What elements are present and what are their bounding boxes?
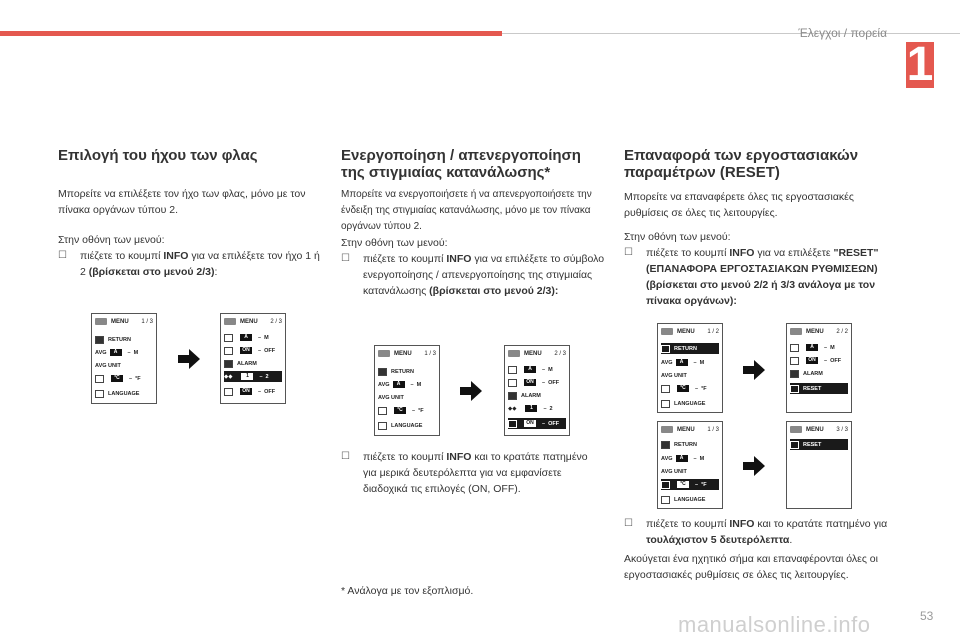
watermark-url: manualsonline.info <box>678 612 871 637</box>
menu-screen-3-3: MENU 3 / 3 RESET <box>786 421 852 509</box>
bullet-icon: ☐ <box>624 518 633 529</box>
bullet-icon: ☐ <box>341 253 350 264</box>
arrow-right-icon <box>460 381 482 401</box>
col3-step-1: ☐ πιέζετε το κουμπί INFO για να επιλέξετε "RESET" (ΕΠΑΝΑΦΟΡΑ ΕΡΓΟΣΤΑΣΙΑΚΩΝ ΡΥΘΜΙΣΕΩΝ) (βρίσκεται στο μενού 2/2 ή 3/3 ανάλογα με τον πίνακα οργάνων): <box>624 247 879 307</box>
col1-step-1: ☐ πιέζετε το κουμπί INFO για να επιλέξετε τον ήχο 1 ή 2 (βρίσκεται στο μενού 2/3): <box>58 250 320 278</box>
column-instant-consumption <box>341 147 606 299</box>
menu-screen-1-3: MENU 1 / 3 RETURN AVG A – M AVG UNIT °C – °F LANGUAGE <box>657 421 723 509</box>
page-number: 53 <box>920 609 934 623</box>
bullet-icon: ☐ <box>624 247 633 258</box>
section-title: Έλεγχοι / πορεία <box>798 26 887 40</box>
menu-screen-2-2: MENU 2 / 2 A – M ON – OFF ALARM RESET <box>786 323 852 413</box>
arrow-right-icon <box>743 360 765 380</box>
arrow-right-icon <box>178 349 200 369</box>
col1-title: Επιλογή του ήχου των φλας <box>58 147 258 164</box>
menu-screen-2-3: MENU 2 / 3 A – M ON – OFF ALARM ◆◆ 1 – 2 ON – OFF <box>220 313 286 404</box>
col1-intro: Μπορείτε να επιλέξετε τον ήχο των φλας, μόνο με τον πίνακα οργάνων τύπου 2. <box>58 188 306 216</box>
column-turn-signal-sound <box>58 147 320 280</box>
col2-footnote: * Ανάλογα με τον εξοπλισμό. <box>341 585 474 597</box>
bullet-icon: ☐ <box>58 250 67 261</box>
menu-screen-1-3: MENU 1 / 3 RETURN AVG A – M AVG UNIT °C – °F LANGUAGE <box>91 313 157 404</box>
col2-step-1: ☐ πιέζετε το κουμπί INFO για να επιλέξετε το σύμβολο ενεργοποίησης / απενεργοποίησης της στιγμιαίας κατανάλωσης (βρίσκεται στο μενού 2/3): <box>341 253 605 297</box>
arrow-right-icon <box>743 456 765 476</box>
col2-intro: Μπορείτε να ενεργοποιήσετε ή να απενεργοποιήσετε την ένδειξη της στιγμιαίας κατανάλωσης, μόνο με τον πίνακα οργάνων τύπου 2. <box>341 189 592 232</box>
header-accent-bar <box>0 31 502 36</box>
column-reset <box>624 147 894 309</box>
header-rule <box>502 33 960 34</box>
col3-step-2: ☐ πιέζετε το κουμπί INFO και το κρατάτε πατημένο για τουλάχιστον 5 δευτερόλεπτα. <box>624 518 888 546</box>
col1-menu-label: Στην οθόνη των μενού: <box>58 234 165 246</box>
col3-intro: Μπορείτε να επαναφέρετε όλες τις εργοστασιακές ρυθμίσεις σε όλες τις λειτουργίες. <box>624 191 854 219</box>
menu-screen-2-3: MENU 2 / 3 A – M ON – OFF ALARM ◆◆ 1 – 2 ON – OFF <box>504 345 570 436</box>
col2-title: Ενεργοποίηση / απενεργοποίηση της στιγμιαίας κατανάλωσης* <box>341 147 581 181</box>
menu-screen-1-2: MENU 1 / 2 RETURN AVG A – M AVG UNIT °C – °F LANGUAGE <box>657 323 723 413</box>
chapter-number: 1 <box>906 38 934 91</box>
bullet-icon: ☐ <box>341 451 350 462</box>
col2-step-2: ☐ πιέζετε το κουμπί INFO και το κρατάτε πατημένο για μερικά δευτερόλεπτα για να εμφανίσετε διαδοχικά τις επιλογές (ON, OFF). <box>341 451 588 495</box>
col2-menu-label: Στην οθόνη των μενού: <box>341 237 448 249</box>
col3-menu-label: Στην οθόνη των μενού: <box>624 231 731 243</box>
col3-result: Ακούγεται ένα ηχητικό σήμα και επαναφέρονται όλες οι εργοστασιακές ρυθμίσεις σε όλες τις λειτουργίες. <box>624 553 878 581</box>
col3-title: Επαναφορά των εργοστασιακών παραμέτρων (RESET) <box>624 147 859 181</box>
menu-screen-1-3: MENU 1 / 3 RETURN AVG A – M AVG UNIT °C – °F LANGUAGE <box>374 345 440 436</box>
